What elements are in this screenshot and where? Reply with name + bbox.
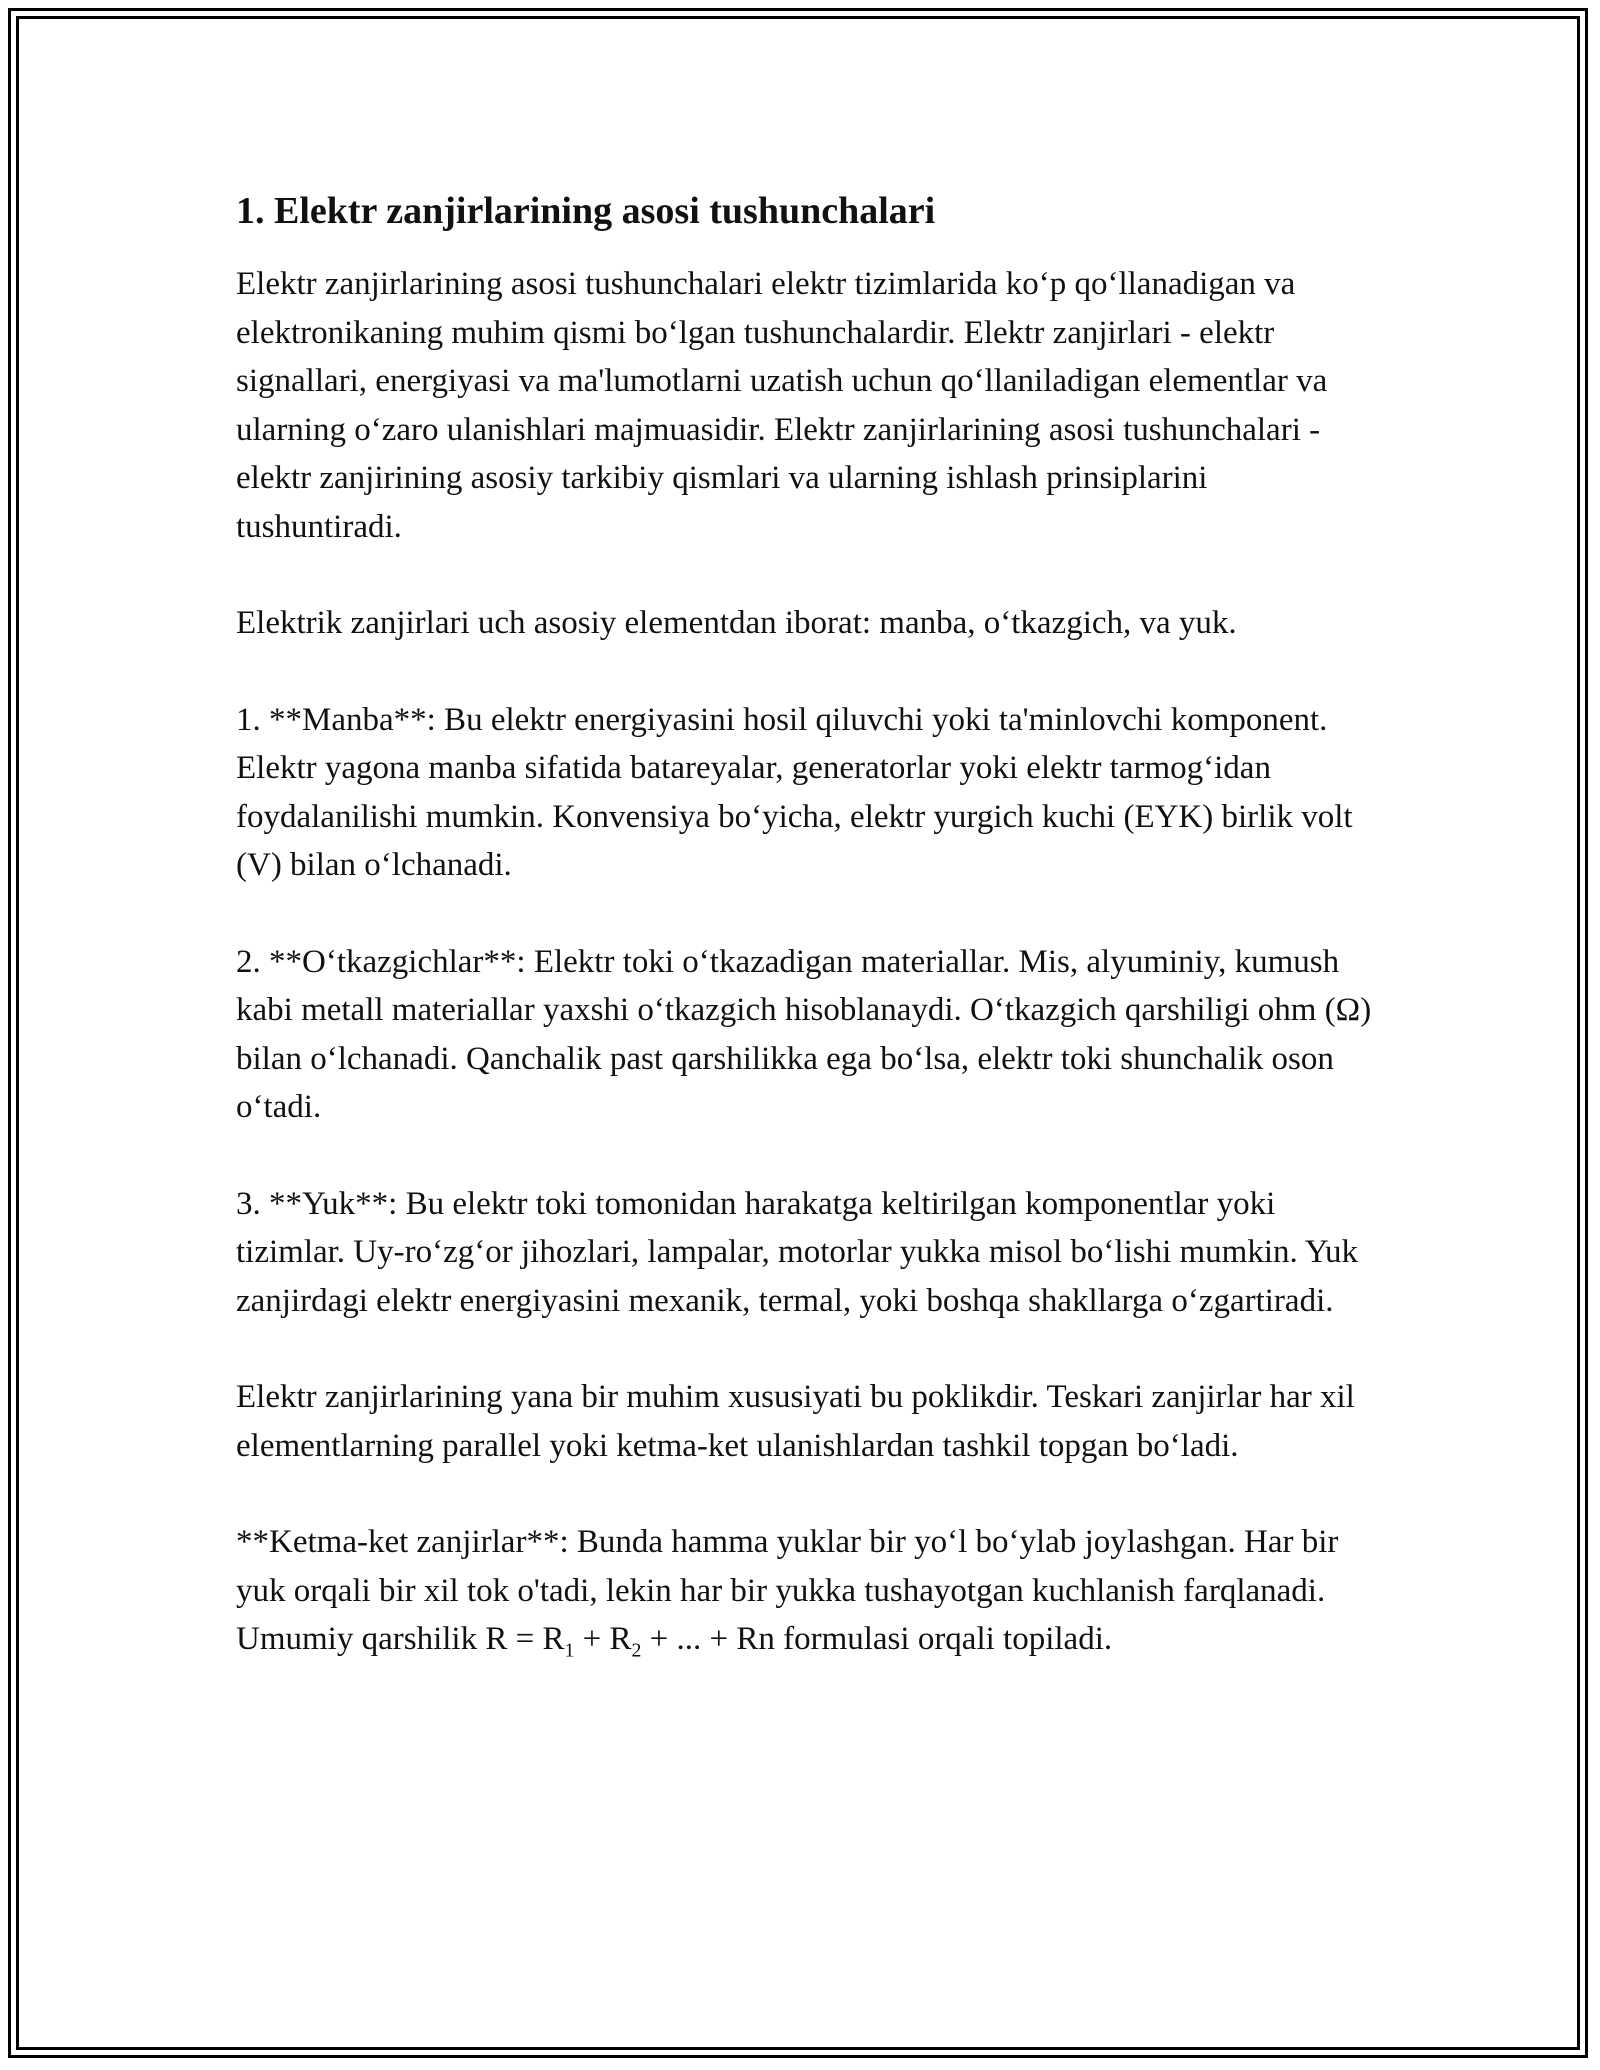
paragraph-manba: 1. **Manba**: Bu elektr energiyasini hosil qiluvchi yoki ta'minlovchi komponent. Elektr yagona manba sifatida batareyalar, generatorlar yoki elektr tarmog‘idan foydalanilishi mumkin. Konvensiya bo‘yicha, elektr yurgich kuchi (EYK) birlik volt (V) bilan o‘lchanadi. <box>236 701 1353 883</box>
section-title: 1. Elektr zanjirlarining asosi tushunchalari <box>236 190 936 232</box>
paragraph-yuk: 3. **Yuk**: Bu elektr toki tomonidan harakatga keltirilgan komponentlar yoki tizimlar. Uy-ro‘zg‘or jihozlari, lampalar, motorlar yukka misol bo‘lishi mumkin. Yuk zanjirdagi elektr energiyasini mexanik, termal, yoki boshqa shakllarga o‘zgartiradi. <box>236 1185 1358 1319</box>
formula-subscript-1: 1 <box>564 1639 575 1662</box>
paragraph-elements-summary: Elektrik zanjirlari uch asosiy elementdan iborat: manba, o‘tkazgich, va yuk. <box>236 605 1237 641</box>
paragraph-ketma-ket <box>236 1518 1376 1675</box>
paragraph-poklik: Elektr zanjirlarining yana bir muhim xususiyati bu poklikdir. Teskari zanjirlar har xil elementlarning parallel yoki ketma-ket ulanishlardan tashkil topgan bo‘ladi. <box>236 1379 1355 1464</box>
ketma-ket-text-end: + ... + Rn formulasi orqali topiladi. <box>641 1621 1113 1657</box>
paragraph-intro: Elektr zanjirlarining asosi tushunchalari elektr tizimlarida ko‘p qo‘llanadigan va elektronikaning muhim qismi bo‘lgan tushunchalardir. Elektr zanjirlari - elektr signallari, energiyasi va ma'lumotlarni uzatish uchun qo‘llaniladigan elementlar va ularning o‘zaro ulanishlari majmuasidir. Elektr zanjirlarining asosi tushunchalari - elektr zanjirining asosiy tarkibiy qismlari va ularning ishlash prinsiplarini tushuntiradi. <box>236 266 1328 545</box>
ketma-ket-text-start: **Ketma-ket zanjirlar**: Bunda hamma yuklar bir yo‘l bo‘ylab joylashgan. Har bir yuk orqali bir xil tok o'tadi, lekin har bir yukka tushayotgan kuchlanish farqlanadi. Umumiy qarshilik R = R <box>236 1524 1339 1657</box>
formula-subscript-2: 2 <box>631 1639 642 1662</box>
document-body <box>236 186 1376 1723</box>
formula-plus-r: + R <box>574 1621 632 1657</box>
paragraph-otkazgichlar: 2. **O‘tkazgichlar**: Elektr toki o‘tkazadigan materiallar. Mis, alyuminiy, kumush kabi metall materiallar yaxshi o‘tkazgich hisoblanaydi. O‘tkazgich qarshiligi ohm (Ω) bilan o‘lchanadi. Qanchalik past qarshilikka ega bo‘lsa, elektr toki shunchalik oson o‘tadi. <box>236 943 1372 1125</box>
